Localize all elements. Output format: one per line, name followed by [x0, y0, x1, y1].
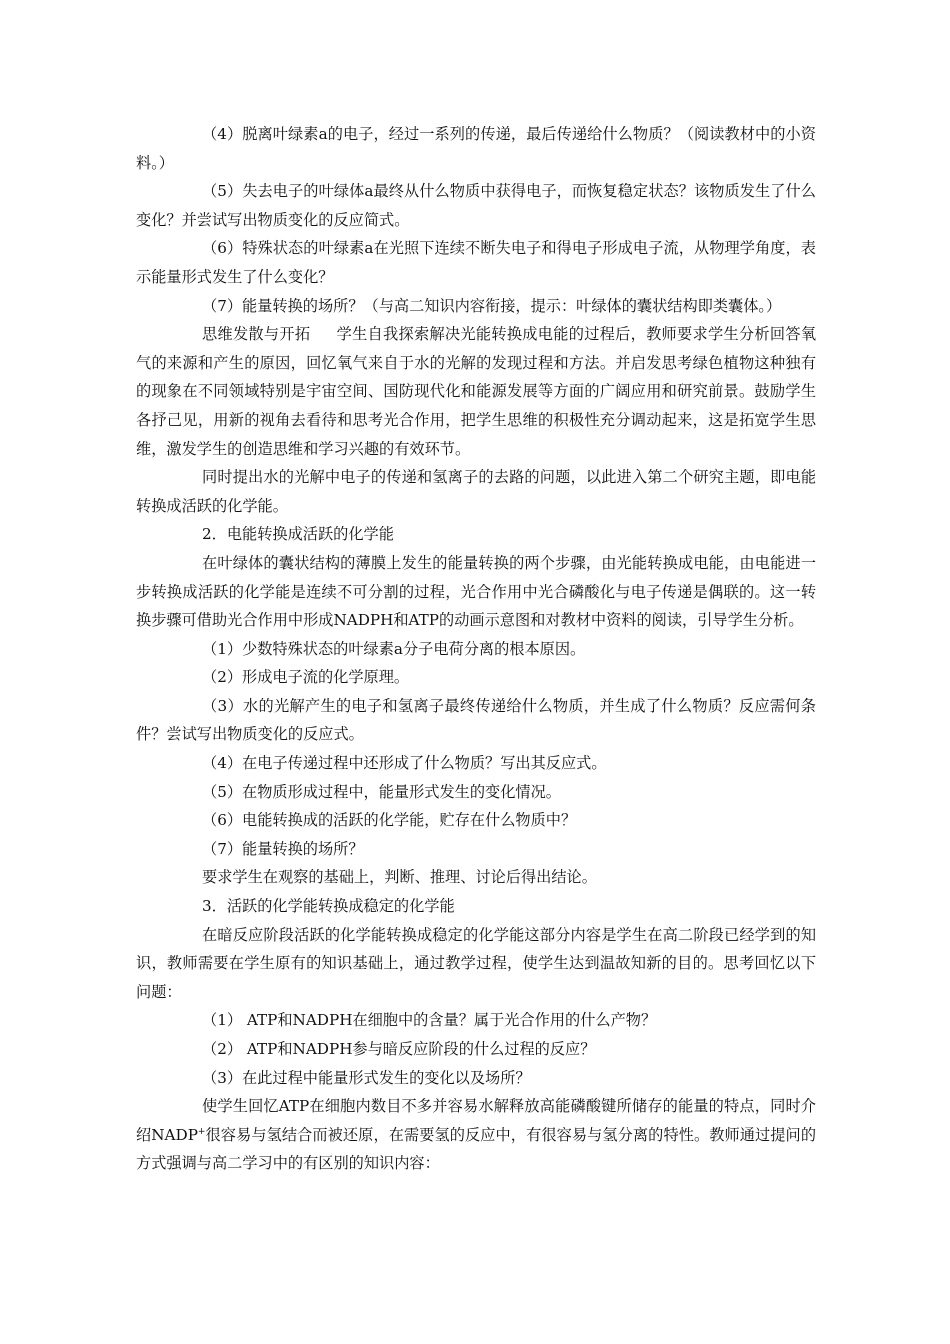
section-2-intro: 在叶绿体的囊状结构的薄膜上发生的能量转换的两个步骤，由光能转换成电能，由电能进一步转换成活跃的化学能是连续不可分割的过程，光合作用中光合磷酸化与电子传递是偶联的。这一转换步骤可借助光合作用中形成NADPH和ATP的动画示意图和对教材中资料的阅读，引导学生分析。 [136, 553, 816, 630]
section-3-intro: 在暗反应阶段活跃的化学能转换成稳定的化学能这部分内容是学生在高二阶段已经学到的知识，教师需要在学生原有的知识基础上，通过教学过程，使学生达到温故知新的目的。思考回忆以下问题： [136, 925, 816, 1001]
section-2-item: （3）水的光解产生的电子和氢离子最终传递给什么物质，并生成了什么物质？反应需何条件？尝试写出物质变化的反应式。 [136, 696, 816, 744]
section-3-item: （2） ATP和NADPH参与暗反应阶段的什么过程的反应？ [202, 1040, 596, 1058]
section-2-item: （4）在电子传递过程中还形成了什么物质？写出其反应式。 [202, 754, 607, 773]
transition-paragraph: 同时提出水的光解中电子的传递和氢离子的去路的问题，以此进入第二个研究主题，即电能转换成活跃的化学能。 [136, 468, 816, 515]
section-3-item: （1） ATP和NADPH在细胞中的含量？属于光合作用的什么产物？ [202, 1011, 657, 1030]
question-5: （5）失去电子的叶绿体a最终从什么物质中获得电子，而恢复稳定状态？该物质发生了什么变化？并尝试写出物质变化的反应简式。 [136, 182, 816, 229]
section-2-item: （7）能量转换的场所？ [202, 839, 364, 858]
section-3-heading: 3．活跃的化学能转换成稳定的化学能 [202, 897, 455, 916]
section-2-item: （5）在物质形成过程中，能量形式发生的变化情况。 [202, 782, 561, 801]
closing-text-b: 很容易与氢结合而被还原，在需要氢的反应中，有很容易与氢分离的特性。教师通过提问的方式强调与高二学习中的有区别的知识内容： [136, 1125, 817, 1173]
diverge-text: 学生自我探索解决光能转换成电能的过程后，教师要求学生分析回答氧气的来源和产生的原因，回忆氧气来自于水的光解的发现过程和方法。并启发思考绿色植物这种独有的现象在不同领域特别是宇宙空间、国防现代化和能源发展等方面的广阔应用和研究前景。鼓励学生各抒己见，用新的视角去看待和思考光合作用，把学生思维的积极性充分调动起来，这是拓宽学生思维，激发学生的创造思维和学习兴趣的有效环节。 [136, 325, 817, 458]
diverge-label: 思维发散与开拓 [202, 325, 311, 344]
document-body [136, 120, 816, 1178]
question-4: （4）脱离叶绿素a的电子，经过一系列的传递，最后传递给什么物质？（阅读教材中的小资料。） [136, 125, 816, 172]
section-2-heading: 2．电能转换成活跃的化学能 [202, 525, 394, 544]
question-7: （7）能量转换的场所？（与高二知识内容衔接，提示：叶绿体的囊状结构即类囊体。） [202, 296, 782, 315]
nadp-superscript: + [197, 1126, 206, 1137]
closing-text-a: 使学生回忆ATP在细胞内数目不多并容易水解释放高能磷酸键所储存的能量的特点，同时介绍NADP [136, 1097, 816, 1144]
section-2-conclusion: 要求学生在观察的基础上，判断、推理、讨论后得出结论。 [202, 868, 597, 887]
diverge-paragraph [136, 320, 816, 463]
question-6: （6）特殊状态的叶绿素a在光照下连续不断失电子和得电子形成电子流，从物理学角度，表示能量形式发生了什么变化？ [136, 239, 816, 286]
section-3-closing [136, 1092, 816, 1178]
section-2-item: （1）少数特殊状态的叶绿素a分子电荷分离的根本原因。 [202, 639, 586, 658]
section-2-item: （2）形成电子流的化学原理。 [202, 668, 410, 687]
section-2-item: （6）电能转换成的活跃的化学能，贮存在什么物质中？ [202, 811, 577, 830]
section-3-item: （3）在此过程中能量形式发生的变化以及场所？ [202, 1068, 531, 1087]
